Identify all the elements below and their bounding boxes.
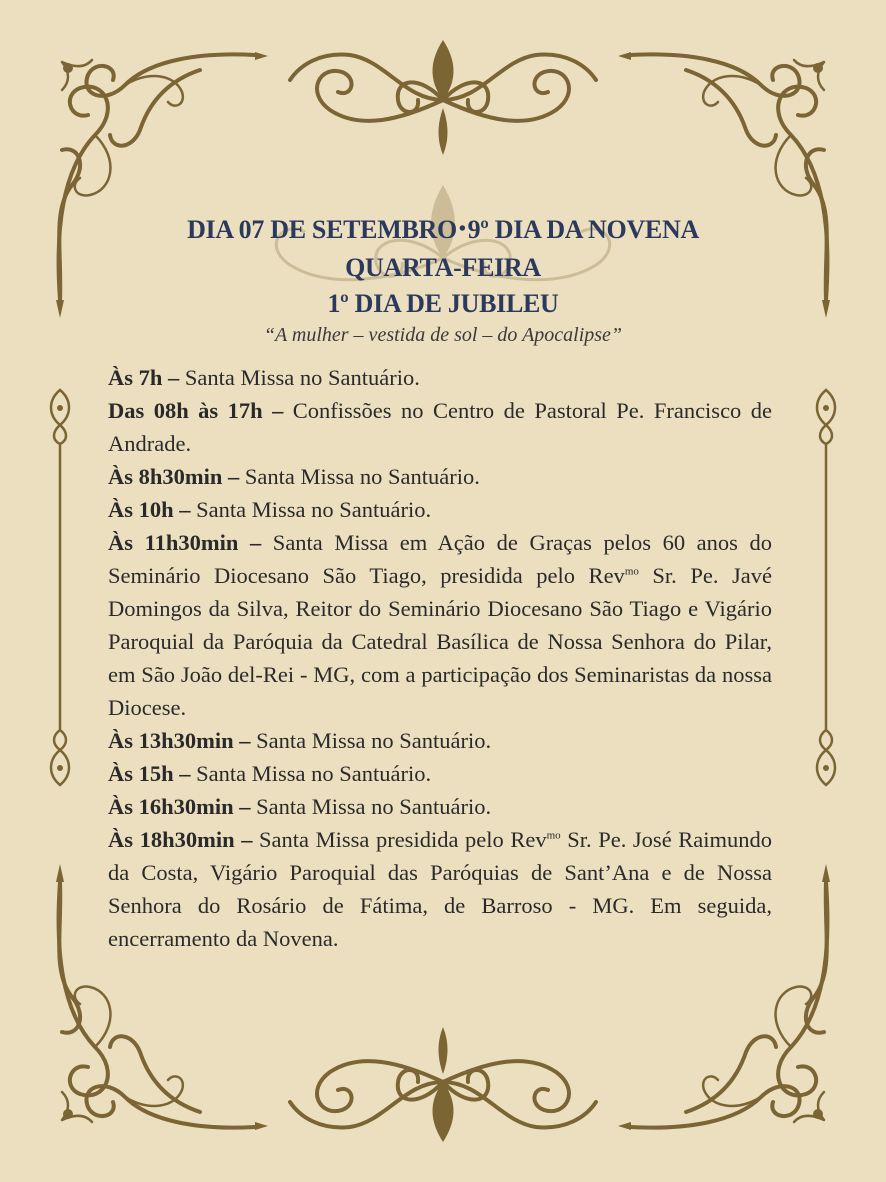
header-novena-day: 9º DIA DA NOVENA [467,215,699,244]
schedule-text: Sr. Pe. Javé Domingos da Silva, Reitor do Seminário Diocesano São Tiago e Vigário Paroquial da Paróquia da Catedral Basílica de Nossa Senhora do Pilar, em São João del-Rei - MG, com a participação dos Seminaristas da nossa Diocese. [108,563,772,720]
header-date: DIA 07 DE SETEMBRO [187,215,457,244]
schedule-time: Às 18h30min – [108,827,253,852]
schedule-text: Sr. Pe. José Raimundo da Costa, Vigário Paroquial das Paróquias de Sant’Ana e de Nossa Senhora do Rosário de Fátima, de Barroso - MG. Em seguida, encerramento da Novena. [108,827,773,951]
schedule-time: Às 10h – [108,497,191,522]
schedule-item [108,394,772,460]
schedule-item [108,757,772,790]
schedule-time: Das 08h às 17h – [108,398,284,423]
header-date-line [0,212,886,250]
header-subtitle: “A mulher – vestida de sol – do Apocalipse” [263,324,623,346]
header-jubilee-day: 1º DIA DE JUBILEU [327,289,559,318]
schedule-text: Santa Missa no Santuário. [250,794,492,819]
schedule-item [108,526,772,724]
header [0,212,886,350]
schedule-item [108,361,772,394]
schedule-time: Às 8h30min – [108,464,240,489]
schedule-item [108,493,772,526]
schedule-time: Às 16h30min – [108,794,251,819]
schedule-item [108,724,772,757]
superscript: mo [546,829,561,842]
schedule-time: Às 15h – [108,761,191,786]
superscript: mo [624,565,639,578]
header-weekday: QUARTA-FEIRA [345,253,541,282]
schedule-time: Às 11h30min – [108,530,262,555]
schedule-text: Santa Missa no Santuário. [190,497,432,522]
schedule-text: Santa Missa no Santuário. [239,464,480,489]
schedule-item [108,790,772,823]
schedule-text: Confissões no Centro de Pastoral Pe. Francisco de Andrade. [108,398,772,456]
schedule-time: Às 13h30min – [108,728,251,753]
schedule-time: Às 7h – [108,365,180,390]
schedule-item [108,823,772,955]
schedule-list [108,361,772,955]
schedule-text: Santa Missa presidida pelo Rev [252,827,547,852]
schedule-text: Santa Missa em Ação de Graças pelos 60 anos do Seminário Diocesano São Tiago, presidida pelo Rev [108,530,772,588]
schedule-text: Santa Missa no Santuário. [179,365,420,390]
header-separator: • [458,218,466,240]
schedule-item [108,460,772,493]
schedule-text: Santa Missa no Santuário. [190,761,432,786]
schedule-text: Santa Missa no Santuário. [250,728,492,753]
